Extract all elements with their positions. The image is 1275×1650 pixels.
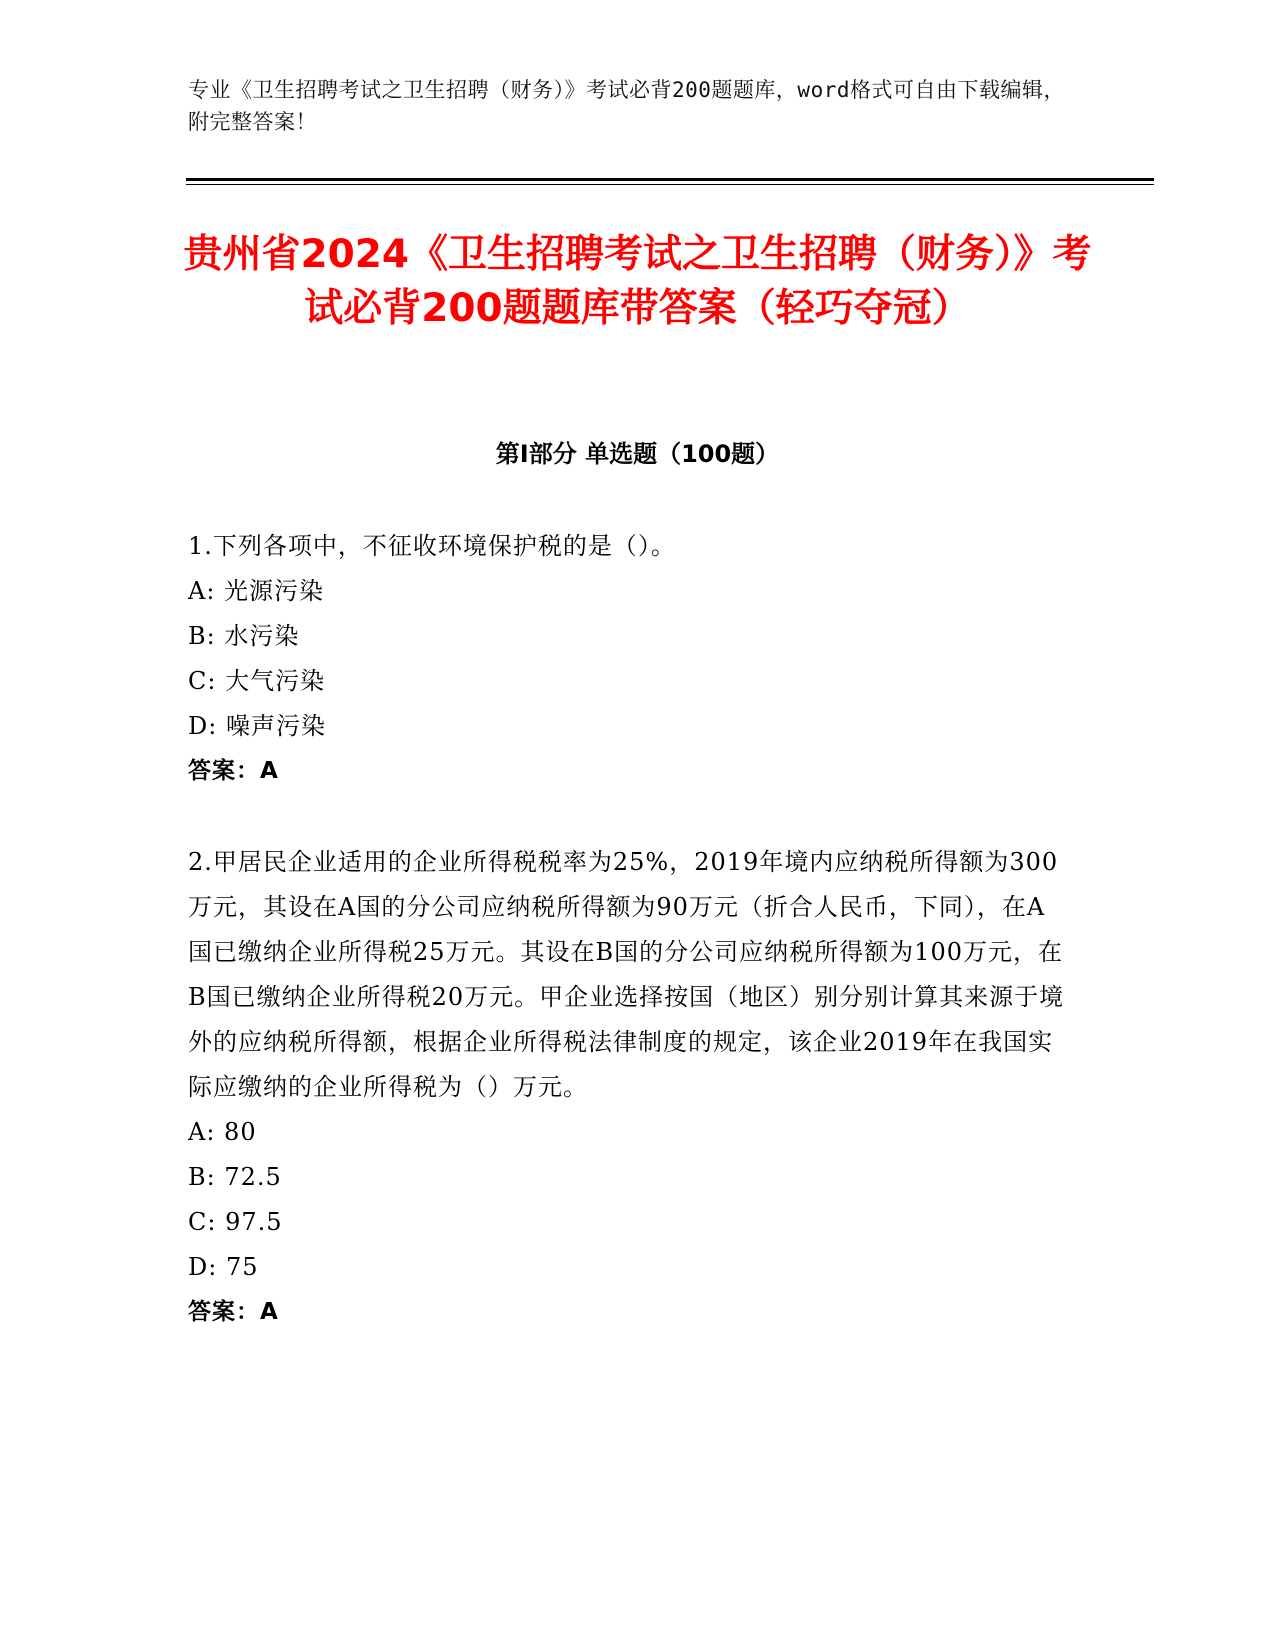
question-stem: 1.下列各项中，不征收环境保护税的是（）。	[188, 532, 676, 560]
header-divider-thick	[186, 178, 1154, 181]
header-divider-thin	[186, 184, 1154, 185]
answer-line: 答案：A	[188, 1299, 279, 1325]
option-b: B: 72.5	[188, 1163, 282, 1191]
option-b: B: 水污染	[188, 622, 300, 650]
header-note: 专业《卫生招聘考试之卫生招聘（财务）》考试必背200题题库，word格式可自由下载编辑，附完整答案！	[188, 78, 1065, 134]
option-d: D: 噪声污染	[188, 712, 326, 740]
answer-line: 答案：A	[188, 758, 279, 784]
option-d: D: 75	[188, 1253, 259, 1281]
question-stem: 2.甲居民企业适用的企业所得税税率为25%，2019年境内应纳税所得额为300万元，其设在A国的分公司应纳税所得额为90万元（折合人民币，下同），在A国已缴纳企业所得税25万元。其设在B国的分公司应纳税所得额为100万元，在B国已缴纳企业所得税20万元。甲企业选择按国（地区）别分别计算其来源于境外的应纳税所得额，根据企业所得税法律制度的规定，该企业2019年在我国实际应缴纳的企业所得税为（）万元。	[188, 848, 1065, 1101]
document-title: 贵州省2024《卫生招聘考试之卫生招聘（财务）》考试必背200题题库带答案（轻巧夺冠）	[183, 232, 1092, 331]
option-c: C: 97.5	[188, 1208, 283, 1236]
section-heading: 第I部分 单选题（100题）	[495, 440, 780, 468]
question-2	[188, 840, 1068, 1335]
option-a: A: 80	[188, 1118, 257, 1146]
option-a: A: 光源污染	[188, 577, 325, 605]
option-c: C: 大气污染	[188, 667, 326, 695]
question-1	[188, 524, 1068, 794]
